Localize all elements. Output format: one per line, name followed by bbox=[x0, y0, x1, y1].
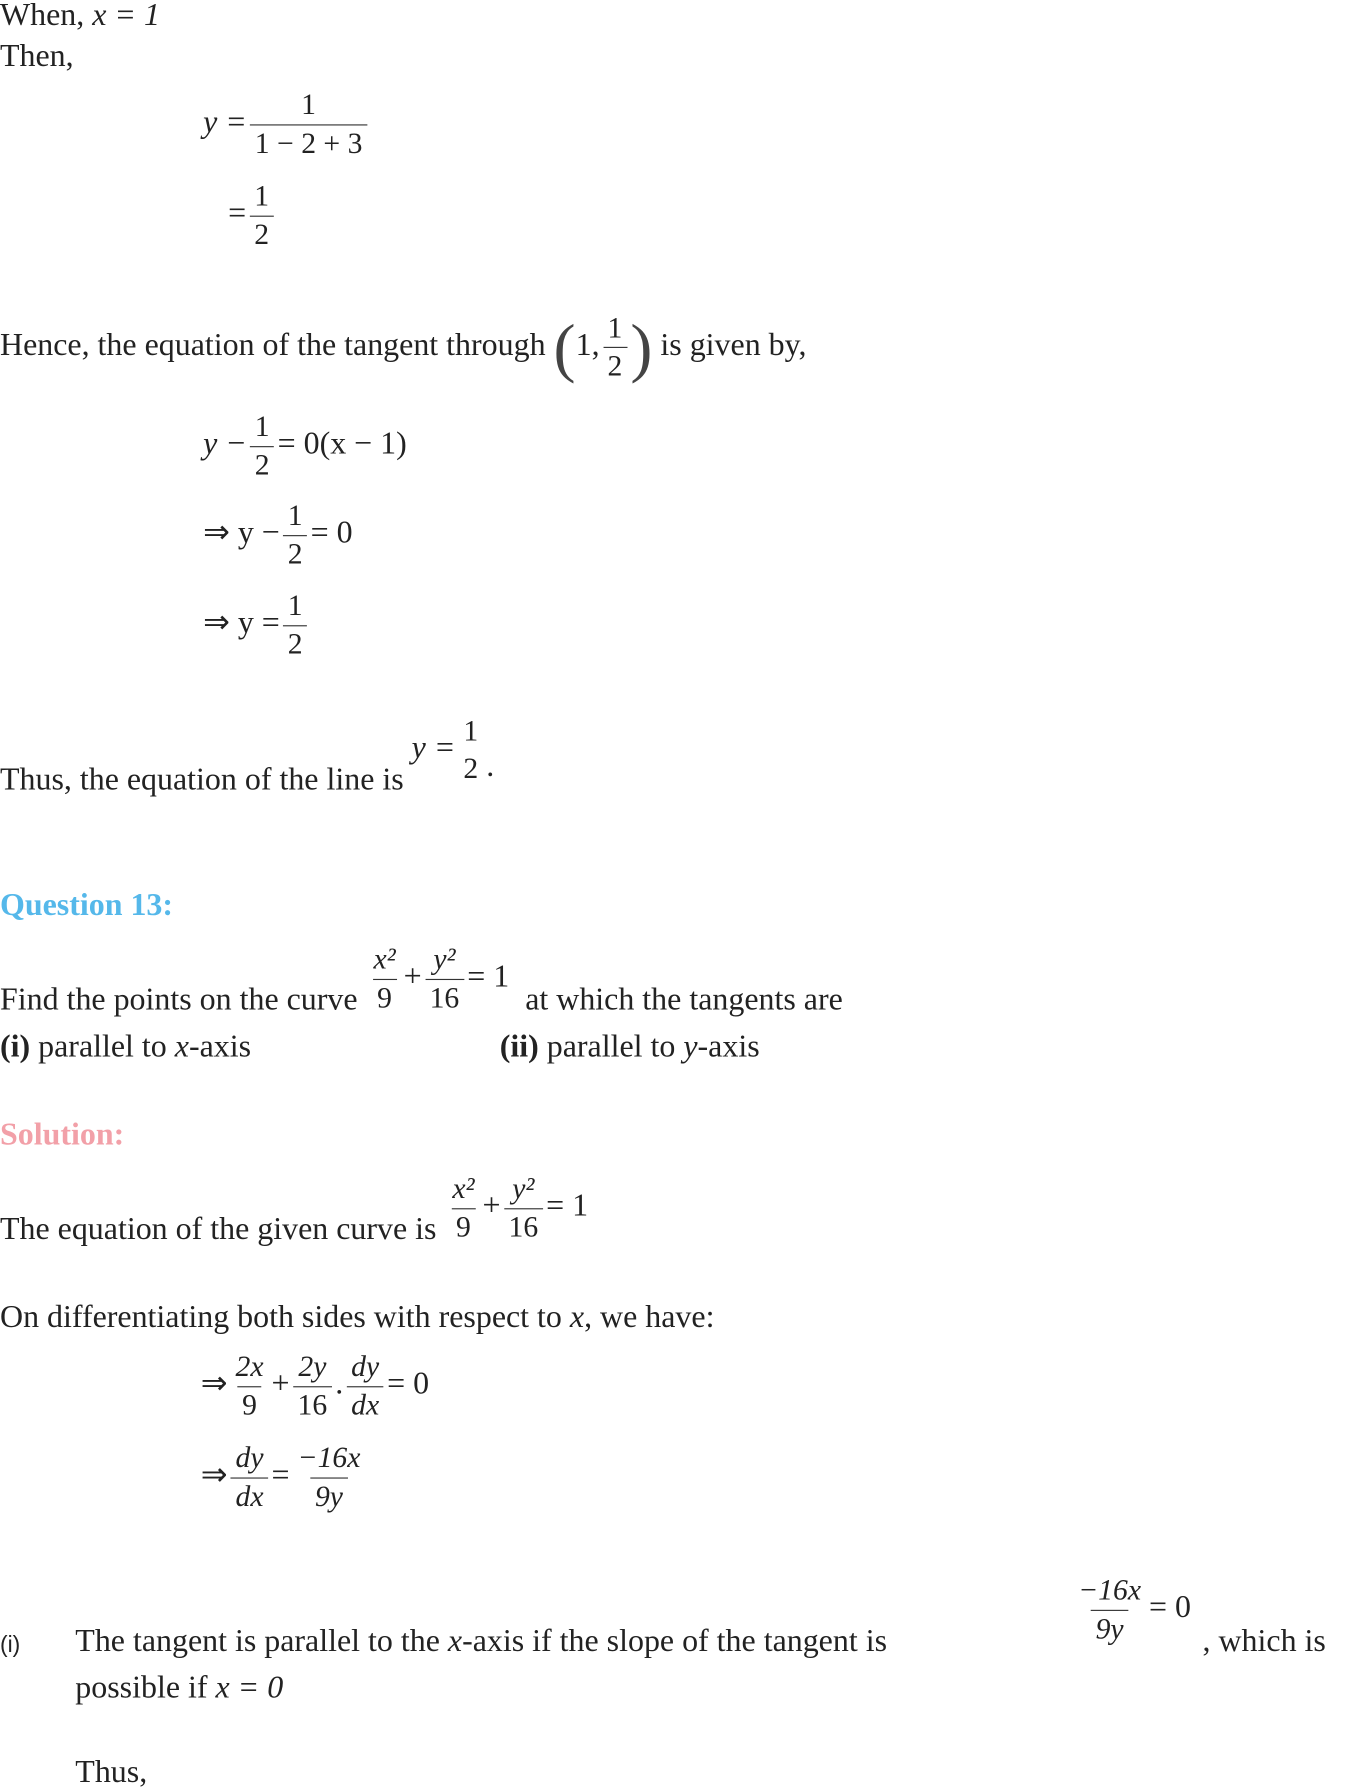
text: at which the tangents are bbox=[525, 981, 843, 1018]
text: parallel to bbox=[546, 1029, 676, 1065]
numerator: 1 bbox=[254, 179, 270, 213]
thus-label: Thus, bbox=[75, 1754, 148, 1790]
denominator: 2 bbox=[603, 347, 627, 385]
math: = bbox=[271, 1457, 290, 1493]
fraction bbox=[603, 310, 627, 386]
numerator: y² bbox=[512, 1171, 535, 1205]
numerator: 1 bbox=[287, 588, 303, 622]
fraction bbox=[369, 941, 400, 1017]
fraction bbox=[293, 1349, 332, 1425]
part-ii bbox=[500, 1031, 760, 1063]
denominator: 9 bbox=[451, 1208, 475, 1246]
fraction bbox=[504, 1171, 543, 1247]
derivative-step-1 bbox=[201, 1349, 429, 1425]
denominator: 2 bbox=[283, 625, 307, 663]
curve-line bbox=[0, 1171, 588, 1247]
numerator: x² bbox=[452, 1171, 475, 1205]
text: On differentiating both sides with respect to bbox=[0, 1299, 562, 1335]
math: ⇒ bbox=[200, 1457, 228, 1493]
fraction bbox=[347, 1349, 384, 1425]
text: . bbox=[486, 748, 495, 784]
denominator: 2 bbox=[283, 535, 307, 573]
step-3 bbox=[203, 588, 311, 664]
math: ⇒ y = bbox=[203, 605, 280, 641]
text: -axis if the slope of the tangent is bbox=[462, 1623, 888, 1659]
step-2 bbox=[203, 497, 353, 573]
math: = 0 bbox=[1148, 1589, 1191, 1626]
question-text bbox=[0, 941, 843, 1017]
numerator: −16x bbox=[1078, 1573, 1142, 1607]
math: x = 1 bbox=[92, 0, 160, 34]
solution-heading: Solution: bbox=[0, 1116, 125, 1153]
numerator: 1 bbox=[301, 87, 317, 121]
denominator: 16 bbox=[293, 1386, 332, 1424]
math: = 0(x − 1) bbox=[277, 426, 407, 462]
text: possible if bbox=[75, 1670, 208, 1706]
math: y bbox=[683, 1029, 698, 1065]
equation-half bbox=[228, 178, 277, 254]
fraction bbox=[250, 178, 274, 254]
derivative-step-2 bbox=[201, 1440, 369, 1516]
text: Thus, the equation of the line is bbox=[0, 762, 404, 798]
numerator: 1 bbox=[287, 498, 303, 532]
denominator: 2 bbox=[250, 446, 274, 484]
text: When, bbox=[0, 0, 85, 34]
math: = bbox=[228, 195, 247, 232]
math: . bbox=[335, 1366, 344, 1402]
text: parallel to bbox=[38, 1029, 167, 1065]
text: Hence, the equation of the tangent through bbox=[0, 327, 546, 364]
denominator: 1 − 2 + 3 bbox=[250, 124, 367, 162]
math: y − bbox=[203, 426, 247, 462]
denominator: dx bbox=[347, 1386, 384, 1424]
math: + bbox=[271, 1366, 290, 1402]
math: y = bbox=[203, 104, 247, 140]
differentiate-line bbox=[0, 1299, 715, 1335]
denominator: 16 bbox=[425, 978, 464, 1016]
numerator: 1 bbox=[463, 714, 479, 748]
numerator: dy bbox=[351, 1349, 380, 1383]
math: ⇒ y − bbox=[203, 515, 280, 551]
equation-y bbox=[203, 87, 370, 163]
denominator: 2 bbox=[463, 751, 479, 785]
math: = 0 bbox=[387, 1366, 430, 1402]
label: (i) bbox=[0, 1029, 31, 1065]
denominator: 9y bbox=[310, 1477, 347, 1515]
text: Find the points on the curve bbox=[0, 981, 358, 1018]
then-line: Then, bbox=[0, 38, 74, 75]
text: The equation of the given curve is bbox=[0, 1211, 437, 1247]
numerator: 1 bbox=[607, 311, 623, 345]
math: y = bbox=[411, 730, 456, 766]
fraction bbox=[250, 87, 367, 163]
part-i-text bbox=[75, 1623, 888, 1659]
math: = 0 bbox=[310, 515, 353, 551]
text: -axis bbox=[697, 1029, 760, 1065]
fraction bbox=[1074, 1572, 1146, 1648]
numerator: x² bbox=[373, 942, 396, 976]
thus-line bbox=[0, 713, 495, 798]
math: = 1 bbox=[467, 958, 510, 995]
fraction bbox=[448, 1171, 479, 1247]
part-i bbox=[0, 1031, 251, 1063]
text: The tangent is parallel to the bbox=[75, 1623, 440, 1659]
slope-fraction bbox=[1070, 1572, 1191, 1648]
math: x bbox=[447, 1623, 463, 1659]
fraction bbox=[283, 497, 307, 573]
possible-line bbox=[75, 1670, 284, 1706]
denominator: 9 bbox=[238, 1386, 262, 1424]
fraction bbox=[283, 588, 307, 664]
which-is: , which is bbox=[1202, 1623, 1326, 1659]
math: x bbox=[569, 1299, 585, 1335]
math: + bbox=[403, 958, 422, 995]
text: -axis bbox=[188, 1029, 252, 1065]
numerator: −16x bbox=[297, 1440, 361, 1475]
fraction bbox=[250, 408, 274, 484]
fraction bbox=[425, 941, 464, 1017]
denominator: 9 bbox=[373, 978, 397, 1016]
numerator: 1 bbox=[254, 409, 270, 443]
math: + bbox=[482, 1188, 501, 1224]
math: ⇒ bbox=[200, 1366, 228, 1402]
denominator: 2 bbox=[250, 215, 274, 253]
step-1 bbox=[203, 408, 407, 484]
fraction bbox=[293, 1440, 365, 1516]
fraction bbox=[231, 1440, 268, 1516]
question-heading: Question 13: bbox=[0, 887, 174, 923]
math: = 1 bbox=[546, 1188, 589, 1224]
denominator: 9y bbox=[1091, 1609, 1128, 1647]
math: 1, bbox=[575, 327, 600, 364]
hence-line: Hence, the equation of the tangent through (1, $\frac{1}{2}$ ) is given by, bbox=[0, 310, 807, 385]
part-i-label: (i) bbox=[0, 1632, 21, 1658]
fraction bbox=[231, 1349, 268, 1425]
denominator: 16 bbox=[504, 1208, 543, 1246]
math: x bbox=[174, 1029, 189, 1065]
label: (ii) bbox=[499, 1029, 539, 1065]
math: x = 0 bbox=[215, 1670, 284, 1706]
numerator: y² bbox=[433, 942, 456, 976]
text: , we have: bbox=[584, 1299, 715, 1335]
numerator: 2y bbox=[298, 1349, 327, 1383]
when-line bbox=[0, 0, 160, 32]
denominator: dx bbox=[231, 1477, 268, 1515]
numerator: dy bbox=[235, 1440, 264, 1475]
fraction bbox=[459, 713, 483, 787]
numerator: 2x bbox=[235, 1349, 264, 1383]
text: is given by, bbox=[660, 327, 807, 364]
